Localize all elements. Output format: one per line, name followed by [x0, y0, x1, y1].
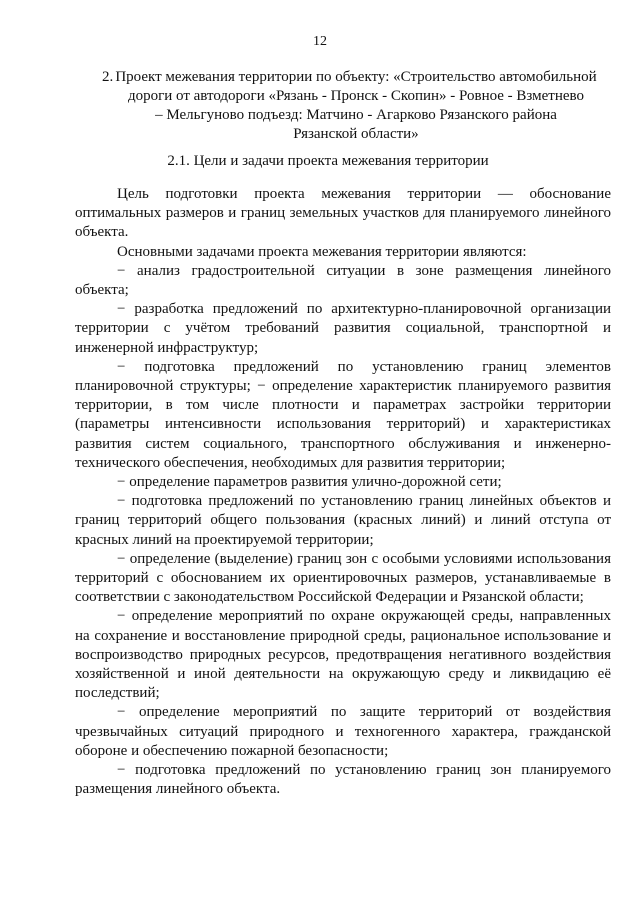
list-item: − подготовка предложений по установлению границ элементов планировочной структуры; − определение характеристик планируемого развития территории, в том числе плотности и параметрах застройки территории (параметры интенсивности использования территорий) и характеристиках развития систем социального, транспортного обслуживания и инженерно-технического обеспечения, необходимых для развития территории; — [75, 358, 611, 471]
list-item: − определение мероприятий по защите территорий от воздействия чрезвычайных ситуаций природного и техногенного характера, гражданской обороне и обеспечению пожарной безопасности; — [75, 704, 611, 759]
heading-line: Рязанской области» — [293, 126, 419, 142]
subsection-heading: 2.1. Цели и задачи проекта межевания территории — [167, 153, 489, 169]
section-number: 2. — [102, 69, 114, 85]
heading-line: дороги от автодороги «Рязань - Пронск - Скопин» - Ровное - Взметнево — [127, 88, 585, 104]
list-item: − определение (выделение) границ зон с особыми условиями использования территорий с обоснованием их ориентировочных размеров, устанавливаемые в соответствии с законодательством Российской Федерации и Рязанской области; — [75, 550, 611, 606]
paragraph: Цель подготовки проекта межевания территории — обоснование оптимальных размеров и границ земельных участков для планируемого линейного объекта. — [75, 186, 611, 241]
body-text — [75, 185, 611, 800]
list-item: − подготовка предложений по установлению границ зон планируемого размещения линейного объекта. — [75, 762, 611, 798]
list-item: − разработка предложений по архитектурно-планировочной организации территории с учётом требований развития социальной, транспортной и инженерной инфраструктур; — [75, 301, 611, 356]
heading-line: – Мельгуново подъезд: Матчино - Агарково Рязанского района — [155, 107, 557, 123]
list-item: − анализ градостроительной ситуации в зоне размещения линейного объекта; — [75, 262, 611, 299]
paragraph: Основными задачами проекта межевания территории являются: — [117, 243, 527, 260]
page-number: 12 — [313, 34, 327, 49]
heading-line: Проект межевания территории по объекту: «Строительство автомобильной — [115, 69, 597, 85]
section-heading — [96, 68, 616, 144]
list-item: − подготовка предложений по установлению границ линейных объектов и границ территорий общего пользования (красных линий) и линий отступа от красных линий на проектируемой территории; — [75, 493, 611, 548]
list-item: − определение параметров развития улично-дорожной сети; — [117, 474, 502, 491]
list-item: − определение мероприятий по охране окружающей среды, направленных на сохранение и восстановление природной среды, рациональное использование и воспроизводство природных ресурсов, предотвращения негативного воздействия хозяйственной и иной деятельности на окружающую среду и ликвидацию её последствий; — [75, 608, 611, 702]
